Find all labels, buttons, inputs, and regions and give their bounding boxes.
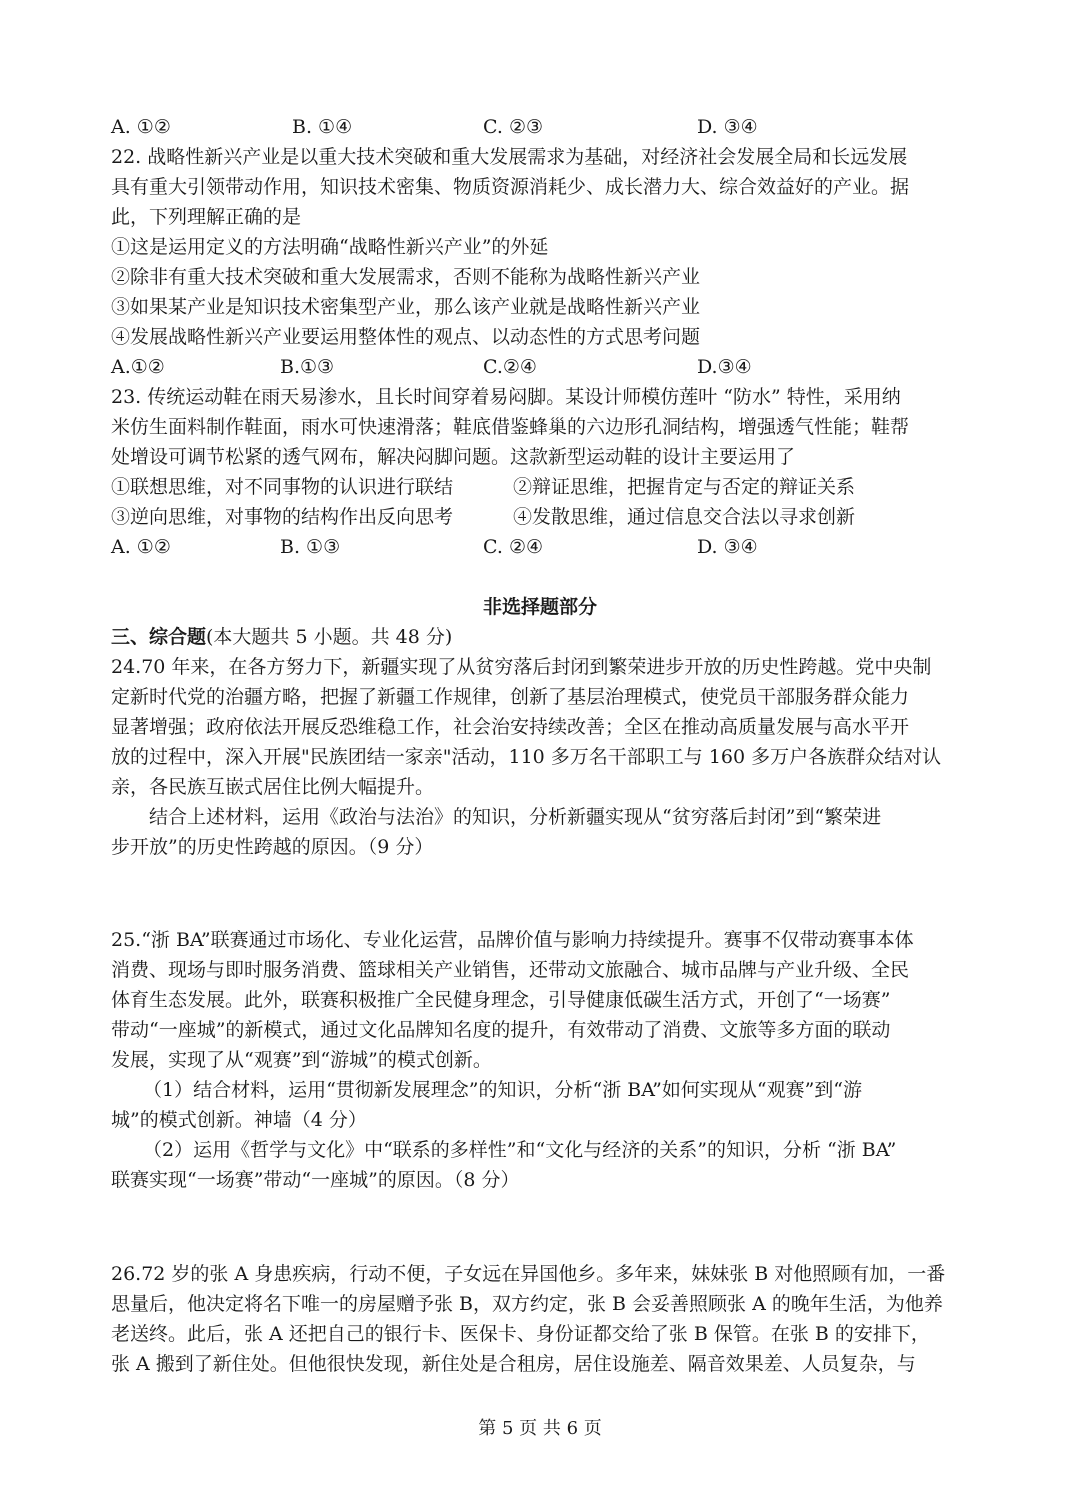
q24-line-4: 放的过程中，深入开展"民族团结一家亲"活动，110 多万名干部职工与 160 多万户各族群众结对认 — [111, 746, 942, 768]
q22-item-4: ④发展战略性新兴产业要运用整体性的观点、以动态性的方式思考问题 — [111, 326, 701, 348]
q24-question-line-2: 步开放”的历史性跨越的原因。（9 分） — [111, 836, 434, 858]
section-heading-note: (本大题共 5 小题。共 48 分) — [206, 626, 453, 648]
q22-option-b: B.①③ — [280, 356, 335, 378]
q22-item-1: ①这是运用定义的方法明确“战略性新兴产业”的外延 — [111, 236, 549, 258]
q25-line-4: 带动“一座城”的新模式，通过文化品牌知名度的提升，有效带动了消费、文旅等多方面的联动 — [111, 1019, 891, 1041]
q23-option-d: D. ③④ — [697, 536, 758, 558]
q26-line-2: 思量后，他决定将名下唯一的房屋赠予张 B，双方约定，张 B 会妥善照顾张 A 的晚年生活，为他养 — [111, 1293, 943, 1315]
q24-line-5: 亲，各民族互嵌式居住比例大幅提升。 — [111, 776, 435, 798]
q21-option-b: B. ①④ — [292, 116, 353, 138]
q23-option-b: B. ①③ — [280, 536, 341, 558]
q25-line-2: 消费、现场与即时服务消费、篮球相关产业销售，还带动文旅融合、城市品牌与产业升级、全民 — [111, 959, 910, 981]
page-footer: 第 5 页 共 6 页 — [478, 1418, 602, 1439]
q23-item-2: ②辩证思维，把握肯定与否定的辩证关系 — [513, 476, 856, 498]
section-heading — [111, 622, 452, 652]
q22-stem-line-2: 具有重大引领带动作用，知识技术密集、物质资源消耗少、成长潜力大、综合效益好的产业。据 — [111, 176, 910, 198]
q23-item-1: ①联想思维，对不同事物的认识进行联结 — [111, 476, 454, 498]
q22-item-3: ③如果某产业是知识技术密集型产业，那么该产业就是战略性新兴产业 — [111, 296, 701, 318]
q24-line-3: 显著增强；政府依法开展反恐维稳工作，社会治安持续改善；全区在推动高质量发展与高水平开 — [111, 716, 910, 738]
section-heading-label: 三、综合题 — [111, 626, 207, 648]
q23-item-3: ③逆向思维，对事物的结构作出反向思考 — [111, 506, 454, 528]
q25-sub2-line-2: 联赛实现“一场赛”带动“一座城”的原因。（8 分） — [111, 1169, 520, 1191]
q21-option-c: C. ②③ — [483, 116, 544, 138]
q22-stem-line-3: 此，下列理解正确的是 — [111, 206, 302, 228]
q25-line-5: 发展，实现了从“观赛”到“游城”的模式创新。 — [111, 1049, 492, 1071]
q25-line-1: 25.“浙 BA”联赛通过市场化、专业化运营，品牌价值与影响力持续提升。赛事不仅带动赛事本体 — [111, 929, 914, 951]
q23-stem-line-2: 米仿生面料制作鞋面，雨水可快速滑落；鞋底借鉴蜂巢的六边形孔洞结构，增强透气性能；鞋帮 — [111, 416, 910, 438]
q21-option-a: A. ①② — [111, 116, 171, 138]
q21-option-d: D. ③④ — [697, 116, 758, 138]
q22-option-d: D.③④ — [697, 356, 752, 378]
q24-line-1: 24.70 年来，在各方努力下，新疆实现了从贫穷落后封闭到繁荣进步开放的历史性跨越。党中央制 — [111, 656, 932, 678]
q22-stem-line-1: 22. 战略性新兴产业是以重大技术突破和重大发展需求为基础，对经济社会发展全局和长远发展 — [111, 146, 908, 168]
q23-stem-line-1: 23. 传统运动鞋在雨天易渗水，且长时间穿着易闷脚。某设计师模仿莲叶 “防水” 特性，采用纳 — [111, 386, 901, 408]
q22-item-2: ②除非有重大技术突破和重大发展需求，否则不能称为战略性新兴产业 — [111, 266, 701, 288]
q26-line-1: 26.72 岁的张 A 身患疾病，行动不便，子女远在异国他乡。多年来，妹妹张 B 对他照顾有加，一番 — [111, 1263, 946, 1285]
q23-option-c: C. ②④ — [483, 536, 544, 558]
q25-sub1-line-2: 城”的模式创新。神墙（4 分） — [111, 1109, 367, 1131]
q23-option-a: A. ①② — [111, 536, 171, 558]
q25-line-3: 体育生态发展。此外，联赛积极推广全民健身理念，引导健康低碳生活方式，开创了“一场赛” — [111, 989, 891, 1011]
q25-sub2-line-1: （2）运用《哲学与文化》中“联系的多样性”和“文化与经济的关系”的知识，分析 “浙 BA” — [143, 1139, 897, 1161]
q23-item-4: ④发散思维，通过信息交合法以寻求创新 — [513, 506, 856, 528]
q25-sub1-line-1: （1）结合材料，运用“贯彻新发展理念”的知识，分析“浙 BA”如何实现从“观赛”到“游 — [143, 1079, 863, 1101]
q22-option-c: C.②④ — [483, 356, 537, 378]
q26-line-4: 张 A 搬到了新住处。但他很快发现，新住处是合租房，居住设施差、隔音效果差、人员复杂，与 — [111, 1353, 916, 1375]
q24-line-2: 定新时代党的治疆方略，把握了新疆工作规律，创新了基层治理模式，使党员干部服务群众能力 — [111, 686, 910, 708]
q26-line-3: 老送终。此后，张 A 还把自己的银行卡、医保卡、身份证都交给了张 B 保管。在张 B 的安排下， — [111, 1323, 930, 1345]
q22-option-a: A.①② — [111, 356, 165, 378]
q23-stem-line-3: 处增设可调节松紧的透气网布，解决闷脚问题。这款新型运动鞋的设计主要运用了 — [111, 446, 796, 468]
section-title: 非选择题部分 — [482, 596, 597, 618]
q24-question-line-1: 结合上述材料，运用《政治与法治》的知识，分析新疆实现从“贫穷落后封闭”到“繁荣进 — [149, 806, 882, 828]
